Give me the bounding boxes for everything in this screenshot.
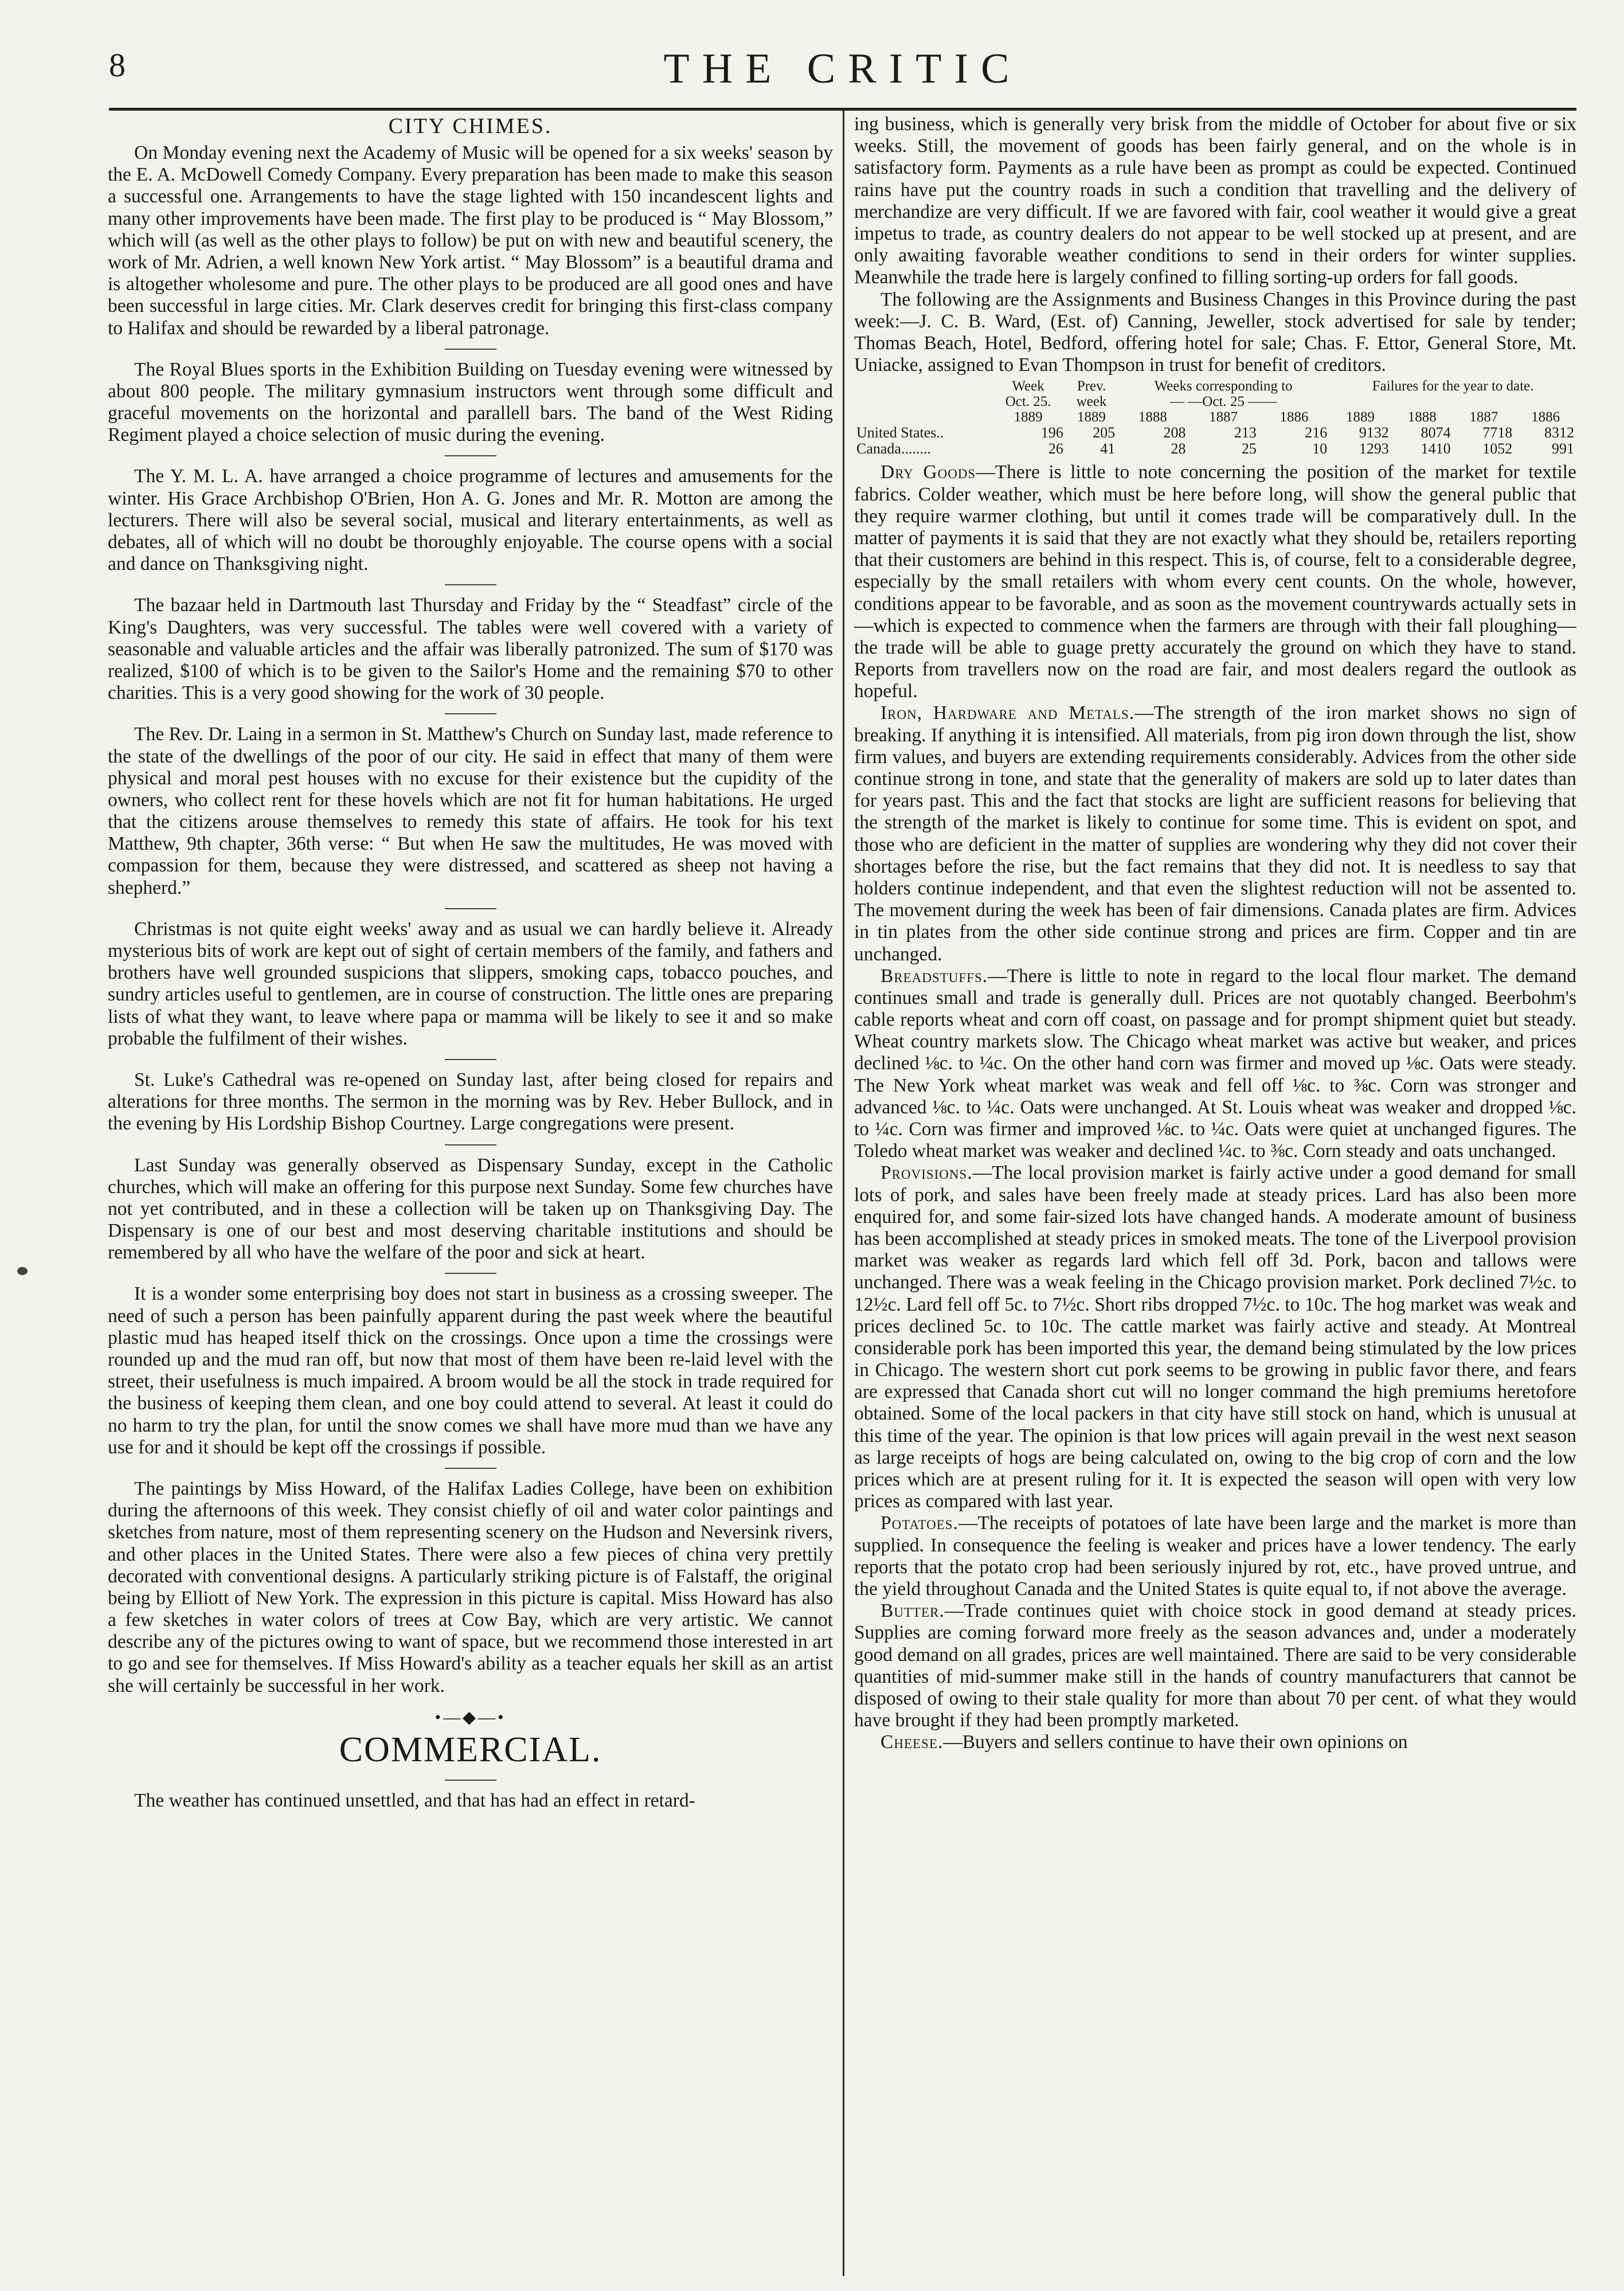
commercial-continued: ing business, which is generally very brisk from the middle of October for about five or six weeks. Still, the movement of goods has been fairly general, and on the whole is in satisfactory form. Payments as a rule have been as prompt as could be expected. Continued rains have put the country roads in such a condition that travelling and the delivery of merchandize are very difficult. If we are favored with fair, cool weather it would give a great impetus to trade, as country dealers do not appear to be well stocked up at present, and are only awaiting favorable weather conditions to send in their orders for winter supplies. Meanwhile the trade here is largely confined to filling sorting-up orders for fall goods. — [854, 114, 1576, 288]
article-paragraph: The Y. M. L. A. have arranged a choice programme of lectures and amusements for the winter. His Grace Archbishop O'Brien, Hon A. G. Jones and Mr. R. Motton are among the lecturers. There will also be several social, musical and literary entertainments, as well as debates, all of which will no doubt be thoroughly enjoyable. The course opens with a social and dance on Thanksgiving night. — [108, 466, 833, 575]
section-heading: Butter. — [881, 1600, 945, 1622]
table-cell — [1329, 394, 1576, 409]
table-cell: 25 — [1241, 440, 1257, 458]
dry-goods-paragraph — [854, 462, 1576, 702]
table-header-row — [854, 394, 1576, 409]
table-cell: Week — [1012, 378, 1044, 394]
separator-rule — [445, 908, 496, 909]
section-text: —The strength of the iron market shows no sign of breaking. If anything it is intensified. All materials, from pig iron down through the list, show firm values, and buyers are extending requirements considerably. Advices from the other side continue strong in tone, and state that the generality of makers are sold up to later dates than for years past. This and the fact that stocks are light are sufficient reasons for believing that the strength of the market is likely to continue for some time. This is evident on spot, and those who are deficient in the matter of supplies are wondering why they did not cover their shortages before the rise, but the fact remains that they did not. It is needless to say that holders continue independent, and that even the slightest reduction will not be assented to. The movement during the week has been of fair dimensions. Canada plates are firm. Advices in tin plates from the other side continue strong and prices are firm. Copper and tin are unchanged. — [854, 702, 1576, 965]
section-text: —Buyers and sellers continue to have their own opinions on — [943, 1731, 1408, 1753]
section-text: —There is little to note in regard to the local flour market. The demand continues small and trade is generally dull. Prices are not quotably changed. Beerbohm's cable reports wheat and corn off coast, on passage and for prompt shipment quiet but steady. Wheat country markets slow. The Chicago wheat market was active but weaker, and prices declined ⅛c. to ¼c. On the other hand corn was firmer and moved up ⅛c. Oats were steady. The New York wheat market was weak and fell off ⅛c. to ⅜c. Corn was stronger and advanced ⅛c. to ¼c. Oats were unchanged. At St. Louis wheat was weaker and dropped ⅛c. to ¼c. Corn was firmer and improved ⅛c. to ¼c. Oats were quiet at unchanged figures. The Toledo wheat market was weaker and declined ¼c. to ⅜c. Corn steady and oats unchanged. — [854, 965, 1576, 1162]
table-cell: 7718 — [1482, 424, 1513, 441]
table-cell: 1888 — [1138, 409, 1167, 425]
city-chimes-title: CITY CHIMES. — [388, 114, 553, 138]
table-cell — [854, 394, 991, 409]
table-cell: 26 — [1048, 440, 1063, 458]
section-heading: Iron, Hardware and Metals. — [881, 702, 1135, 724]
separator-rule — [445, 713, 496, 714]
article-paragraph: It is a wonder some enterprising boy does not start in business as a crossing sweeper. The need of such a person has been painfully apparent during the past week where the beautiful plastic mud has heaped itself thick on the crossings. Once upon a time the crossings were rounded up and the mud ran off, but now that most of them have been re-laid level with the street, their usefulness is much impaired. A broom would be all the stock in trade required for the business of keeping them clean, and one boy could attend to several. At least it could do no harm to try the plan, for until the snow comes we shall have more mud than we have any use for and it should be kept off the crossings if possible. — [108, 1283, 833, 1458]
table-cell: Failures for the year to date. — [1372, 378, 1534, 394]
table-cell: 1887 — [1469, 409, 1498, 425]
business-changes: The following are the Assignments and Business Changes in this Province during the past week:—J. C. B. Ward, (Est. of) Canning, Jeweller, stock advertised for sale by tender; Thomas Beach, Hotel, Bedford, offering hotel for sale; Chas. F. Ettor, General Store, Mt. Uniacke, assigned to Evan Thompson in trust for benefit of creditors. — [854, 288, 1576, 376]
table-cell: Weeks corresponding to — [1154, 378, 1293, 394]
section-heading: Potatoes. — [881, 1512, 958, 1534]
article-paragraph: On Monday evening next the Academy of Music will be opened for a six weeks' season by the E. A. McDowell Comedy Company. Every preparation has been made to make this season a successful one. Arrangements to have the stage lighted with 150 incandescent lights and many other improvements have been made. The first play to be produced is “ May Blossom,” which will (as well as the other plays to follow) be put on with new and beautiful scenery, the work of Mr. Adrien, a well known New York artist. “ May Blossom” is a beautiful drama and is altogether wholesome and pure. The other plays to be produced are all good ones and have been successful in large cities. Mr. Clark deserves credit for bringing this first-class company to Halifax and should be rewarded by a liberal patronage. — [108, 142, 833, 339]
table-cell: 1887 — [1209, 409, 1238, 425]
commercial-title: COMMERCIAL. — [339, 1730, 602, 1769]
section-heading: Breadstuffs. — [881, 965, 988, 987]
breadstuffs-paragraph — [854, 965, 1576, 1163]
table-cell: Prev. — [1077, 378, 1106, 394]
section-text: —The local provision market is fairly active under a good demand for small lots of pork, and sales have been freely made at steady prices. Lard has also been more enquired for, and some fair-sized lots have changed hands. A moderate amount of business has been accomplished at steady prices in smoked meats. The tone of the Liverpool provision market was weaker as regards lard which fell off 3d. Pork, bacon and tallows were unchanged. There was a weak feeling in the Chicago provision market. Pork declined 7½c. to 12½c. Lard fell off 5c. to 7½c. Short ribs dropped 7½c. to 10c. The hog market was weak and prices declined 5c. to 10c. The cattle market was fairly active and steady. At Montreal considerable pork has been imported this year, the demand being stimulated by the low prices in Chicago. The western short cut pork seems to be growing in public favor there, and fears are expressed that Canada short cut will no longer command the high premiums heretofore obtained. Some of the local packers in that city have still stock on hand, which is unusual at this time of the year. The opinion is that low prices will again prevail in the west next season as large receipts of hogs are being calculated on, owing to the big crop of corn and the low prices which are at present ruling for it. It is expected the season will open with very low prices as compared with last year. — [854, 1162, 1576, 1512]
section-heading: Dry Goods — [881, 462, 976, 483]
table-row — [854, 425, 1576, 441]
article-paragraph: The Royal Blues sports in the Exhibition Building on Tuesday evening were witnessed by about 800 people. The military gymnasium instructors went through some difficult and graceful movements on the horizontal and parallell bars. The band of the West Riding Regiment played a choice selection of music during the evening. — [108, 358, 833, 446]
section-ornament: •—◆—• — [435, 1707, 506, 1727]
article-paragraph: The paintings by Miss Howard, of the Halifax Ladies College, have been on exhibition during the afternoons of this week. They consist chiefly of oil and water color paintings and sketches from nature, most of them representing scenery on the Hudson and Neversink rivers, and other places in the United States. There were also a few pieces of china very prettily decorated with conventional designs. A particularly striking picture is of Falstaff, the original being by Elliott of New York. The expression in this picture is capital. Miss Howard has also a few sketches in water colors of trees at Cow Bay, which are very artistic. We cannot describe any of the pictures owing to want of space, but we recommend those interested in art to go and see for themselves. If Miss Howard's ability as a teacher equals her skill as an artist she will certainly be successful in her work. — [108, 1477, 833, 1696]
table-cell: Canada........ — [856, 440, 931, 458]
column-divider — [843, 110, 844, 2276]
table-cell: 28 — [1171, 440, 1186, 458]
section-text: —There is little to note concerning the position of the market for textile fabrics. Colder weather, which must be here before long, will show the general public that they require warmer clothing, but until it comes trade will be comparatively dull. In the matter of payments it is said that they are not exactly what they should be, retailers reporting that their customers are behind in this respect. This is, of course, felt to a considerable degree, especially by the small retailers with whom every cent counts. On the whole, however, conditions appear to be favorable, and as soon as the movement countrywards actually sets in—which is expected to commence when the farmers are through with their fall ploughing—the trade will be able to guage pretty accurately the ground on which they have to stand. Reports from travellers now on the road are fair, and most dealers regard the outlook as hopeful. — [854, 462, 1576, 702]
iron-paragraph — [854, 702, 1576, 965]
potatoes-paragraph — [854, 1512, 1576, 1600]
article-paragraph: The bazaar held in Dartmouth last Thursday and Friday by the “ Steadfast” circle of the King's Daughters, was very successful. The tables were well covered with a variety of seasonable and valuable articles and the affair was liberally patronized. The sum of $170 was realized, $100 of which is to be given to the Sailor's Home and the remaining $70 to other charities. This is a very good showing for the work of 30 people. — [108, 595, 833, 704]
table-cell: 10 — [1312, 440, 1328, 458]
table-cell: 213 — [1234, 424, 1257, 441]
table-header-row — [854, 378, 1576, 394]
ink-blot — [17, 1267, 28, 1275]
article-paragraph: Christmas is not quite eight weeks' away and as usual we can hardly believe it. Already mysterious bits of work are kept out of sight of certain members of the family, and fathers and brothers have well grounded suspicions that slippers, smoking caps, tobacco pouches, and sundry articles useful to gentlemen, are in course of construction. The little ones are preparing lists of what they want, to leave where papa or mamma will be likely to see it and so make probable the fulfilment of their wishes. — [108, 918, 833, 1049]
table-cell: 8312 — [1544, 424, 1574, 441]
article-paragraph: St. Luke's Cathedral was re-opened on Sunday last, after being closed for repairs and alterations for three months. The sermon in the morning was by Rev. Heber Bullock, and in the evening by His Lordship Bishop Courtney. Large congregations were present. — [108, 1069, 833, 1135]
page-header — [109, 45, 1576, 114]
cheese-paragraph — [854, 1731, 1576, 1753]
separator-rule — [445, 1273, 496, 1274]
table-cell: 1410 — [1420, 440, 1451, 458]
article-paragraph: Last Sunday was generally observed as Dispensary Sunday, except in the Catholic churches, which will make an offering for this purpose next Sunday. Some few churches have not yet contributed, and in these a collection will be taken up on Thanksgiving Day. The Dispensary is one of our best and most deserving charitable institutions and should be remembered by all who have the welfare of the poor and sick at heart. — [108, 1154, 833, 1264]
separator-rule — [445, 1144, 496, 1146]
table-row — [854, 441, 1576, 457]
table-cell: 1889 — [1013, 409, 1043, 425]
table-cell: 216 — [1305, 424, 1328, 441]
provisions-paragraph — [854, 1162, 1576, 1512]
right-column — [854, 114, 1576, 2274]
table-cell — [854, 378, 991, 394]
table-cell: 41 — [1100, 440, 1116, 458]
table-cell: Oct. 25. — [1005, 394, 1051, 410]
separator-rule — [445, 455, 496, 456]
table-cell: 1889 — [1346, 409, 1375, 425]
article-paragraph: The Rev. Dr. Laing in a sermon in St. Matthew's Church on Sunday last, made reference to the state of the dwellings of the poor of our city. He said in effect that many of them were physical and moral pest houses with no excuse for their existence but the cupidity of the owners, who collect rent for these hovels which are not fit for human habitations. He urged that the citizens arouse themselves to remedy this state of affairs. He took for his text Matthew, 9th chapter, 36th verse: “ But when He saw the multitudes, He was moved with compassion for them, because they were distressed, and scattered as sheep not having a shepherd.” — [108, 724, 833, 898]
separator-rule — [445, 1059, 496, 1060]
section-text: —Trade continues quiet with choice stock in good demand at steady prices. Supplies are coming forward more freely as the season advances and, under a moderately good demand on all grades, prices are well maintained. There are said to be very considerable quantities of mid-summer make still in the hands of country manufacturers that cannot be disposed of owing to their stale quality for more than about 70 per cent. of what they would have brought if they had been promptly marketed. — [854, 1600, 1576, 1731]
table-cell: 1886 — [1279, 409, 1309, 425]
failures-table — [854, 378, 1576, 457]
left-column — [108, 114, 833, 2274]
table-cell: 205 — [1093, 424, 1116, 441]
masthead-title: THE CRITIC — [663, 45, 1022, 92]
table-cell: 208 — [1163, 424, 1186, 441]
table-cell: 8074 — [1420, 424, 1451, 441]
table-cell: — —Oct. 25 —— — [1170, 394, 1277, 410]
table-cell: 1293 — [1359, 440, 1389, 458]
table-cell — [854, 409, 991, 425]
table-cell: week — [1076, 394, 1107, 410]
section-heading: Provisions. — [881, 1162, 973, 1184]
table-cell: 1888 — [1407, 409, 1437, 425]
separator-rule — [445, 584, 496, 585]
table-cell: 1889 — [1077, 409, 1106, 425]
table-cell: 9132 — [1359, 424, 1389, 441]
separator-rule — [445, 1780, 496, 1781]
table-cell: 1052 — [1482, 440, 1513, 458]
separator-rule — [445, 349, 496, 350]
butter-paragraph — [854, 1600, 1576, 1731]
table-cell: 991 — [1552, 440, 1574, 458]
table-cell: 196 — [1040, 424, 1063, 441]
separator-rule — [445, 1468, 496, 1469]
table-header-row — [854, 409, 1576, 425]
table-cell: 1886 — [1531, 409, 1560, 425]
table-cell: United States.. — [856, 424, 944, 441]
commercial-intro: The weather has continued unsettled, and that has had an effect in retard- — [134, 1789, 695, 1811]
section-heading: Cheese. — [881, 1731, 944, 1753]
section-text: —The receipts of potatoes of late have been large and the market is more than supplied. In consequence the feeling is weaker and prices have a lower tendency. The early reports that the potato crop had been seriously injured by rot, etc., have proved untrue, and the yield throughout Canada and the United States is quite equal to, if not above the average. — [854, 1512, 1576, 1600]
page-number: 8 — [109, 46, 126, 84]
